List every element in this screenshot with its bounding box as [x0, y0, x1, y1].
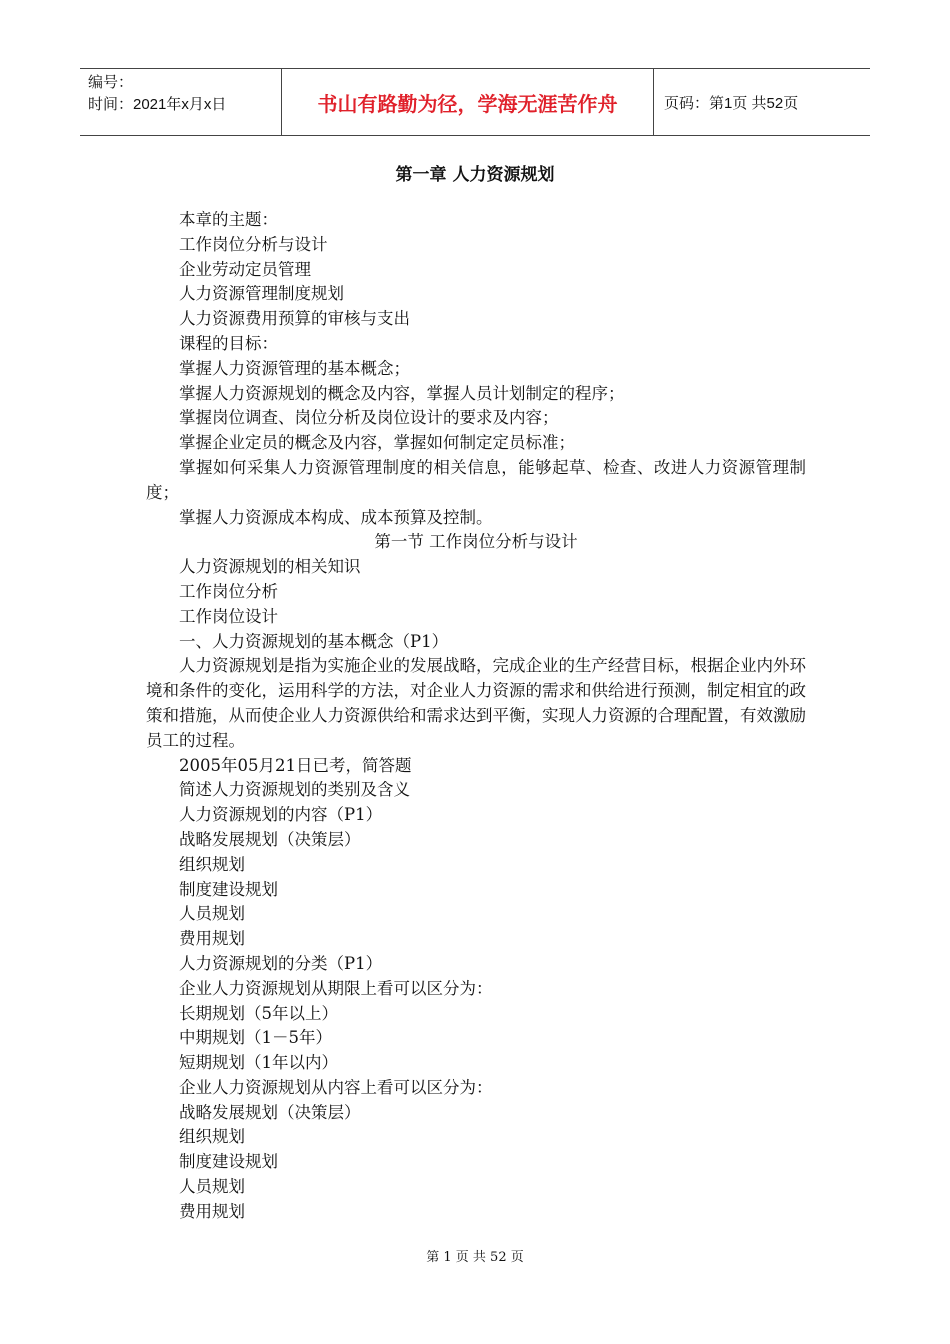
paragraph: 工作岗位分析 — [179, 581, 278, 601]
paragraph: 简述人力资源规划的类别及含义 — [179, 780, 410, 800]
header-meta-cell — [80, 69, 281, 135]
paragraph: 掌握如何采集人力资源管理制度的相关信息，能够起草、检查、改进人力资源管理制度； — [146, 457, 806, 502]
paragraph: 人员规划 — [179, 1177, 245, 1197]
paragraph: 组织规划 — [179, 854, 245, 874]
paragraph: 短期规划（1年以内） — [179, 1053, 338, 1073]
paragraph: 人力资源规划的内容（P1） — [179, 805, 383, 825]
paragraph: 费用规划 — [179, 929, 245, 949]
section-heading: 第一节 工作岗位分析与设计 — [374, 532, 578, 552]
paragraph: 长期规划（5年以上） — [179, 1003, 338, 1023]
paragraph: 工作岗位分析与设计 — [179, 234, 328, 254]
paragraph: 费用规划 — [179, 1201, 245, 1221]
page-footer: 第 1 页 共 52 页 — [426, 1250, 524, 1265]
chapter-title: 第一章 人力资源规划 — [395, 165, 555, 185]
paragraph: 制度建设规划 — [179, 879, 278, 899]
paragraph: 战略发展规划（决策层） — [179, 1102, 361, 1122]
motto-text: 书山有路勤为径，学海无涯苦作舟 — [317, 91, 618, 116]
paragraph: 人力资源管理制度规划 — [179, 284, 344, 304]
paragraph: 人力资源费用预算的审核与支出 — [179, 309, 410, 329]
paragraph: 企业劳动定员管理 — [179, 259, 311, 279]
paragraph: 中期规划（1－5年） — [179, 1028, 332, 1048]
paragraph: 一、人力资源规划的基本概念（P1） — [179, 631, 449, 651]
serial-label: 编号： — [88, 74, 134, 91]
paragraph: 组织规划 — [179, 1127, 245, 1147]
paragraph: 掌握企业定员的概念及内容，掌握如何制定定员标准； — [179, 433, 575, 453]
paragraph: 人力资源规划的相关知识 — [179, 557, 361, 577]
document-body — [146, 208, 806, 1225]
paragraph: 掌握岗位调查、岗位分析及岗位设计的要求及内容； — [179, 408, 559, 428]
paragraph: 企业人力资源规划从期限上看可以区分为： — [179, 978, 493, 998]
paragraph: 掌握人力资源管理的基本概念； — [179, 358, 410, 378]
page-info-cell — [654, 69, 870, 135]
paragraph: 2005年05月21日已考，简答题 — [179, 755, 412, 775]
paragraph: 本章的主题： — [179, 210, 278, 229]
time-label: 时间：2021年x月x日 — [88, 96, 227, 113]
paragraph: 制度建设规划 — [179, 1152, 278, 1172]
paragraph: 人力资源规划的分类（P1） — [179, 953, 383, 973]
paragraph: 课程的目标： — [179, 333, 278, 353]
page-info-text: 页码：第1页 共52页 — [664, 94, 799, 112]
paragraph: 掌握人力资源规划的概念及内容，掌握人员计划制定的程序； — [179, 383, 625, 403]
paragraph: 人力资源规划是指为实施企业的发展战略，完成企业的生产经营目标，根据企业内外环境和条件的变化，运用科学的方法，对企业人力资源的需求和供给进行预测，制定相宜的政策和措施，从而使企业人力资源供给和需求达到平衡，实现人力资源的合理配置，有效激励员工的过程。 — [146, 656, 806, 750]
paragraph: 工作岗位设计 — [179, 606, 278, 626]
paragraph: 战略发展规划（决策层） — [179, 829, 361, 849]
header-table — [80, 68, 870, 136]
motto-cell — [281, 69, 654, 135]
paragraph: 人员规划 — [179, 904, 245, 924]
paragraph: 企业人力资源规划从内容上看可以区分为： — [179, 1077, 493, 1097]
paragraph: 掌握人力资源成本构成、成本预算及控制。 — [179, 507, 493, 527]
